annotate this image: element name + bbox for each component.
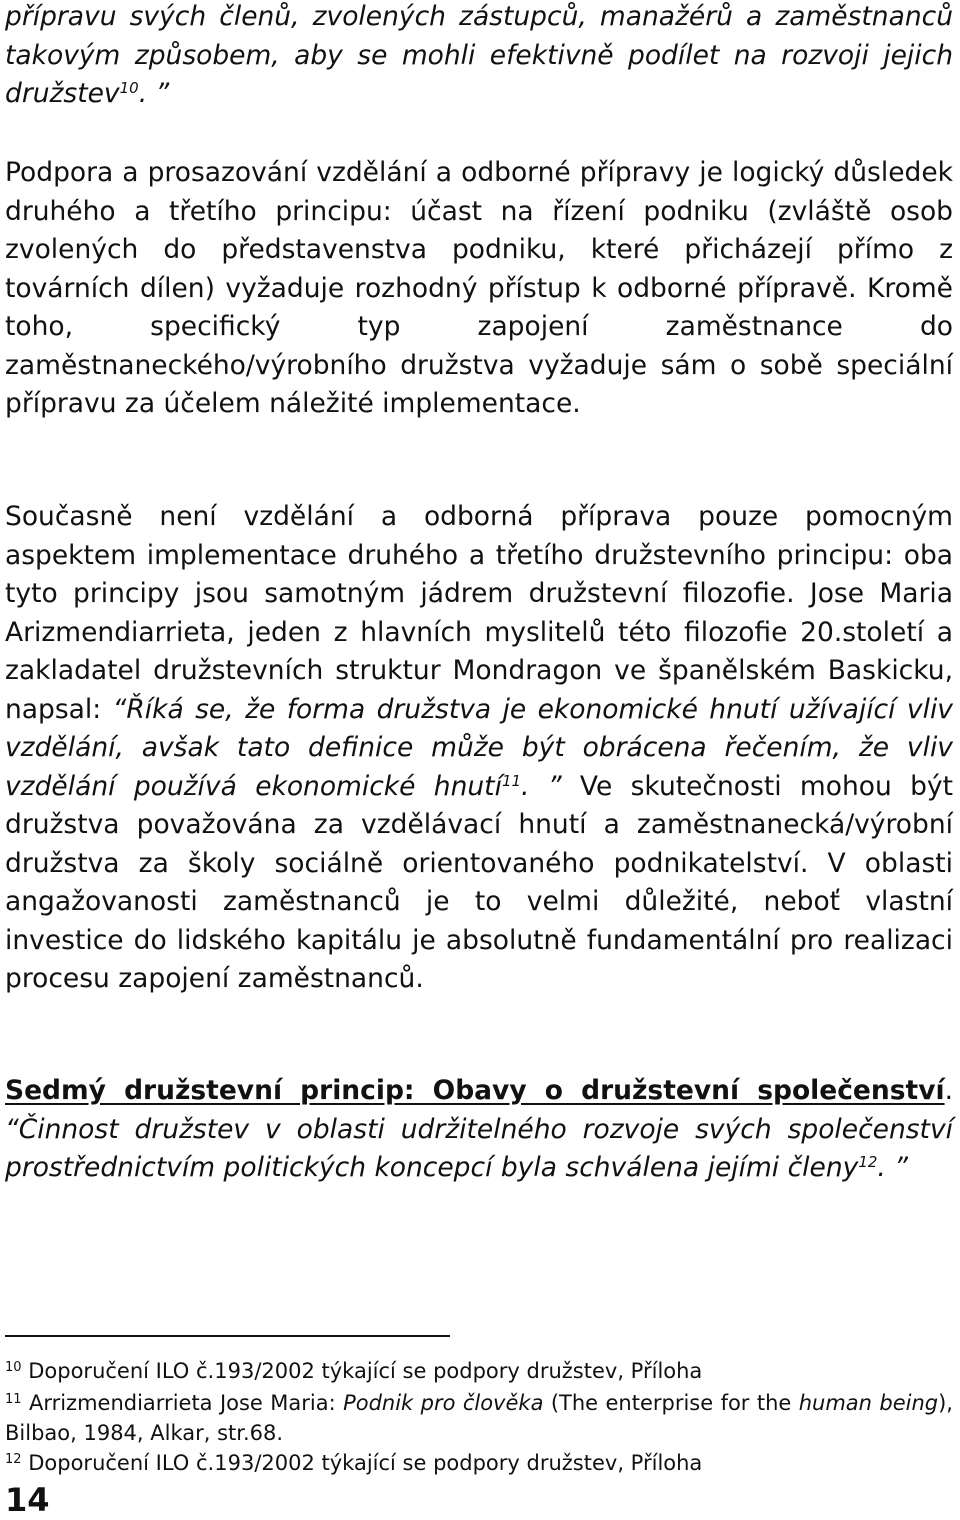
footnote-text: Doporučení ILO č.193/2002 týkající se podpory družstev, Příloha	[28, 1451, 703, 1475]
quote-close: . ”	[138, 78, 170, 109]
footnote-title: Podnik pro člověka	[343, 1391, 544, 1415]
quote-close: . ”	[521, 770, 562, 802]
paragraph-arizmendiarrieta	[5, 498, 953, 999]
paragraph-seventh-principle	[5, 1072, 953, 1188]
paragraph-education-support	[5, 154, 953, 424]
footnote-number: 12	[5, 1452, 22, 1467]
footnote-number: 11	[5, 1392, 22, 1407]
footnote-ref-12[interactable]: 12	[858, 1153, 878, 1171]
footnote-11	[5, 1388, 953, 1448]
quote-close: . ”	[877, 1152, 908, 1183]
footnote-number: 10	[5, 1360, 22, 1375]
paragraph-text: přípravu svých členů, zvolených zástupců, manažérů a zaměstnanců takovým způsobem, aby se mohli efektivně podílet na rozvoji jejich družstev	[5, 1, 953, 109]
footnote-10	[5, 1356, 953, 1386]
footnote-text: (The enterprise for the	[543, 1391, 799, 1415]
paragraph-quote-continuation	[5, 0, 953, 114]
footnote-separator	[5, 1335, 450, 1337]
footnote-ref-10[interactable]: 10	[119, 79, 139, 97]
heading-period: .	[944, 1075, 953, 1106]
paragraph-text: Současně není vzdělání a odborná příprava pouze pomocným aspektem implementace druhého a třetího družstevního principu: oba tyto principy jsou samotným jádrem družstevní filozofie. Jose Maria Arizmendiarrieta, jeden z hlavních myslitelů této filozofie 20.století a zakladatel družstevních struktur Mondragon ve španělském Baskicku, napsal:	[5, 501, 953, 725]
section-heading: Sedmý družstevní princip: Obavy o družstevní společenství	[5, 1075, 945, 1106]
footnote-ref-11[interactable]: 11	[501, 771, 522, 790]
paragraph-text: Podpora a prosazování vzdělání a odborné přípravy je logický důsledek druhého a třetího principu: účast na řízení podniku (zvláště osob zvolených do představenstva podniku, které přicházejí přímo z továrních dílen) vyžaduje rozhodný přístup k odborné přípravě. Kromě toho, specifický typ zapojení zaměstnance do zaměstnaneckého/výrobního družstva vyžaduje sám o sobě speciální přípravu za účelem náležité implementace.	[5, 157, 953, 419]
footnote-text: Doporučení ILO č.193/2002 týkající se podpory družstev, Příloha	[28, 1359, 703, 1383]
footnote-text: ), Bilbao, 1984, Alkar, str.68.	[5, 1391, 953, 1445]
footnote-title: human being	[798, 1391, 939, 1415]
paragraph-text: Ve skutečnosti mohou být družstva považována za vzdělávací hnutí a zaměstnanecká/výrobní družstva za školy sociálně orientovaného podnikatelství. V oblasti angažovanosti zaměstnanců je to velmi důležité, neboť vlastní investice do lidského kapitálu je absolutně fundamentální pro realizaci procesu zapojení zaměstnanců.	[5, 770, 953, 994]
footnote-text: Arrizmendiarrieta Jose Maria:	[28, 1391, 344, 1415]
footnote-12	[5, 1448, 953, 1478]
page-number: 14	[5, 1481, 50, 1519]
inline-quote	[5, 1114, 953, 1184]
quote-text: “Říká se, že forma družstva je ekonomické hnutí užívající vliv vzdělání, avšak tato definice může být obrácena řečením, že vliv vzdělání používá ekonomické hnutí	[5, 693, 953, 802]
quote-text: “Činnost družstev v oblasti udržitelného rozvoje svých společenství prostřednictvím politických koncepcí byla schválena jejími členy	[5, 1113, 953, 1183]
